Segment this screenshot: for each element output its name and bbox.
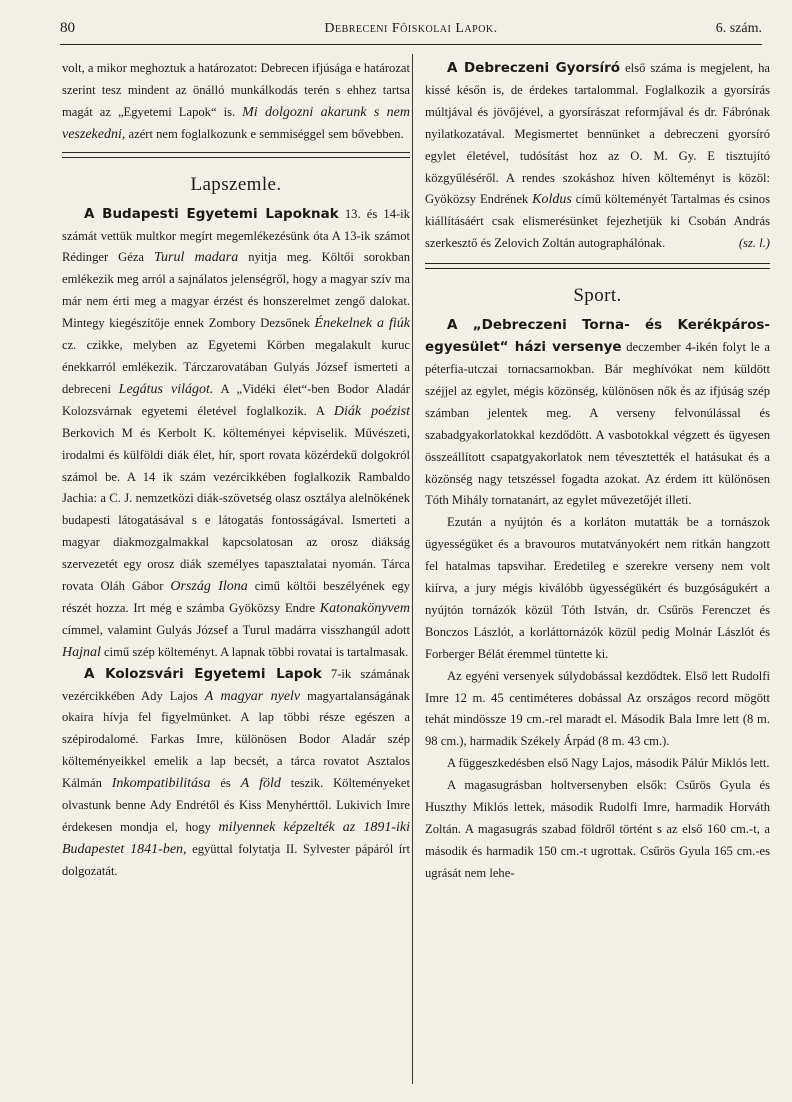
milyennek-title: milyennek képzelték az 1891-iki Budapestet 1841-ben, [62,820,410,857]
budapest-text-8: cimű szép költeményt. A lapnak többi rovatai is tartalmasak. [104,644,409,659]
intro-text: volt, a mikor meghoztuk a határozatot: Debrecen ifjúsága e határozat szerint tesz mindent az önálló munkálkodás terén s ehhez tartsa magát az „Egyetemi Lapok“ is. [62,61,410,119]
torna-title: A „Debreczeni Torna- és Kerékpáros-egyesület“ házi versenye [425,317,770,356]
kolozsvar-text-2: magyartalanságának okaira hívja fel figyelmünket. A lap többi része egészen a szépirodalomé. Farkas Imre, különösen Bodor Aladár szép költeményeikkel emelik a lap becsét, a tárca rovatot Asztalos Kálmán [62,688,410,791]
kolozsvar-review [62,664,410,883]
kolozsvar-text-5: együttal folytatja II. Sylvester pápáról írt dolgozatát. [62,841,410,878]
section-rule [62,152,410,158]
section-rule-right [425,263,770,269]
kolozsvar-text-1: 7-ik számának vezércikkében Ady Lajos [62,666,410,703]
journal-title: Debreceni Főiskolai Lapok. [324,21,498,36]
signature: (sz. l.) [738,236,770,251]
torna-report [425,315,770,512]
column-divider [412,54,413,1084]
budapest-text-3: cz. czikke, melyben az Egyetemi Körben megalakult kuruc énekkarról emlékezik. Tárczarovatában Gulyás József ismerteti a debreceni [62,338,410,396]
section-title-sport: Sport. [573,285,622,307]
budapest-title: A Budapesti Egyetemi Lapoknak [84,205,339,222]
budapest-text-2: nyitja meg. Költői sorokban emlékezik meg arról a sajnálatos jelenségről, hogy a magyar szív ma már nem érti meg a magyar érzést és honszerelmet zengő dalokat. Mintegy kiegészítője ennek Zombory Dezsőnek [62,250,410,331]
intro-paragraph [62,58,410,146]
inkompat-title: Inkompatibilitása [111,776,211,792]
kolozsvar-text-4: teszik. Költeményeket olvastunk benne Ady Endrétől és Kiss Menyhérttől. Lukivich Imre érdekesen mondja el, hogy [62,776,410,834]
diakpoezist-title: Diák poézist [333,403,410,419]
hajnal-title: Hajnal [62,644,101,660]
budapest-review [62,204,410,664]
gyorsiro-title: A Debreczeni Gyorsíró [447,60,621,76]
budapest-text-1: 13. és 14-ik számát vettük multkor megírt megemlékezésünk óta A 13-ik számot Rédinger Géza [62,206,410,265]
budapest-text-7: címmel, valamint Gulyás József a Turul madárra visszhangúl adott [62,622,410,637]
kolozsvar-text-3: és [220,776,231,791]
torna-text-1: deczember 4-ikén folyt le a péterfia-utczai tornacsarnokban. Bár meghívókat nem küldött széjjel az egylet, mégis közönség, különösen nők és az ifjúság szép számban jelentek meg. A verseny felvonúlással és szabadgyakorlatokkal kezdődött. A vasbotokkal végzett és ügyesen összeállított csapatgyakorlatok nem tévesztették el hatásukat és a közönség nagy tetszéssel fogadta azokat. Az érdem itt különösen Tóth Mihály tornatanárt, az egylet művezetőjét illeti. [425,340,771,508]
page-number: 80 [60,20,75,36]
orszag-title: Ország Ilona [170,579,248,595]
torna-paragraph-5: A magasugrásban holtversenyben elsők: Csűrös Gyula és Huszthy Miklós lettek, második Rudolfi Imre, harmadik Horváth Zoltán. A magasugrás szabad földről történt s az első 160 cm.-t, a második és harmadik 150 cm.-t ugrottak. Csűrös Gyula 165 cm.-es ugrását nem lehe- [425,778,770,880]
gyorsiro-text-1: első száma is megjelent, ha kissé későn is, de érdekes tartalommal. Foglalkozik a gyorsírás múltjával és jövőjével, a gyorsírászat reformjával és dr. Fábrónak nyilatkozatával. Megismertet bennünket a debreczeni gyorsíró egylet életével, tudósítást hoz az O. M. Gy. E tisztujító közgyűléséről. A rendes szokáshoz híven költeményt is közöl: Gyöközsy Endrének [425,61,770,207]
left-column [62,58,410,883]
gyorsiro-review [425,58,770,255]
gyorsiro-text-2: című költeményét Tartalmas és csinos kiállításáért csak elismerésünket fejezhetjük ki Csobán András szerkesztő és Zelovich Zoltán autographálónak. [425,192,770,251]
torna-paragraph-4: A függeszkedésben első Nagy Lajos, második Pálúr Miklós lett. [447,756,770,771]
magyar-nyelv-title: A magyar nyelv [204,688,301,704]
budapest-text-5: Berkovich M és Kerbolt K. költeményei képviselik. Művészeti, irodalmi és külföldi diák élet, hír, sport rovata közérdekű dolgokról számol be. A 14 ik szám vezércikkében foglalkozik Rambaldo Jachia: a C. J. nemzetközi diák-szövetség olasz osztálya alelnökének budapesti látogatásával s e látogatás fontosságával. Ismerteti a magyar diakmozgalmakkal kapcsolatosan az orosz diákság szervezetét egy orosz diák személyes tapasztalatai nyomán. Tárca rovata Oláh Gábor [62,425,410,594]
issue-number: 6. szám. [715,21,762,36]
right-column [425,58,770,885]
torna-paragraph-3: Az egyéni versenyek súlydobással kezdődtek. Első lett Rudolfi Imre 12 m. 45 centiméteres dobással Az országos record mögött tehát mindössze 19 cm.-rel maradt el. Második Bala Imre lett (8 m. 98 cm.), harmadik Székely Árpád (8 m. 43 cm.). [425,668,770,749]
legatus-title: Legátus világot. [118,381,214,397]
intro-italic: Mi dolgozni akarunk s nem veszekedni, [62,104,410,142]
katonakonyvem-title: Katonakönyvem [319,600,410,616]
turul-title: Turul madara [153,250,239,266]
intro-end: azért nem foglalkozunk e semmiséggel sem bővebben. [128,126,404,141]
torna-paragraph-2: Ezután a nyújtón és a korláton mutatták be a tornászok ügyességüket és a bravouros mutatványokért nem ritkán hangzott fel hatalmas tapsvihar. Eredetileg e szerekre verseny nem volt kiírva, a jury mégis kiválóbb ügyességükért és buzgóságukért a nyújtón tornázók közül Tóth István, dr. Csűrös Ferenczet és Bonczos Lászlót, a korláttornázók közül pedig Molnár Lászlót és Forberger Bélát éremmel tüntette ki. [425,515,770,661]
afold-title: A föld [240,776,281,792]
page-header [60,18,762,45]
budapest-text-6: cimű költői beszélyének egy részét hozza. Irt még e számba Gyöközsy Endre [62,579,411,615]
section-title-lapszemle: Lapszemle. [190,173,282,195]
koldus-title: Koldus [532,192,572,208]
enekelnek-title: Énekelnek a fiúk [314,316,410,332]
kolozsvar-title: A Kolozsvári Egyetemi Lapok [84,665,322,682]
budapest-text-4: A „Vidéki élet“-ben Bodor Aladár Kolozsvárnak egyetemi életével foglalkozik. A [62,381,410,418]
